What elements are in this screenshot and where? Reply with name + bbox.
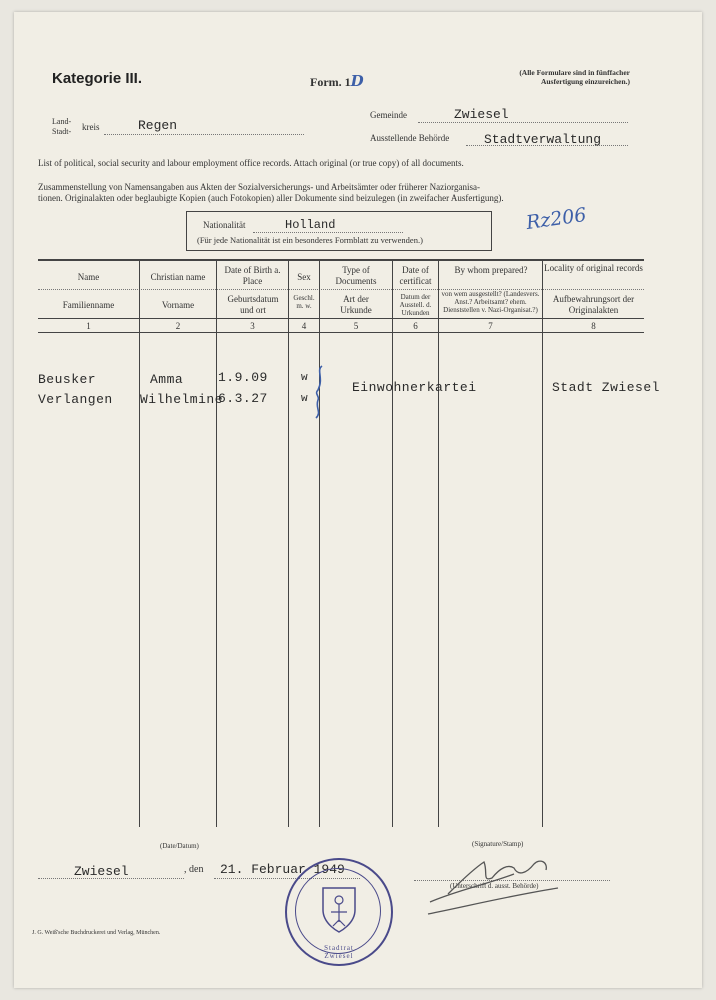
intro-german-line-2: tionen. Originalakten oder beglaubigte Kopien (auch Fotokopien) aller Dokumente sind beizulegen (in zweifacher Ausfertigung).: [38, 193, 504, 203]
col2-en: Christian name: [150, 272, 206, 282]
land-stadt-label: [52, 117, 71, 137]
place-value: Zwiesel: [74, 864, 129, 879]
kreis-value: Regen: [138, 118, 178, 133]
col1-de: Familienname: [62, 300, 115, 310]
row2-sex: w: [301, 393, 309, 405]
kreis-label: kreis: [82, 122, 100, 132]
nationality-value: Holland: [285, 218, 336, 232]
submission-note: [454, 68, 630, 86]
col6-num: 6: [413, 321, 418, 331]
land-label: Land-: [52, 117, 72, 126]
doc-type: Einwohnerkartei: [352, 380, 477, 395]
col3-de: Geburtsdatum und ort: [227, 294, 279, 315]
col7-en: By whom prepared?: [454, 265, 528, 275]
form-label: Form. 1: [310, 75, 351, 89]
signature-caption: (Signature/Stamp): [472, 840, 524, 848]
col3-en: Date of Birth a. Place: [224, 265, 281, 286]
row2-name: Verlangen: [38, 392, 113, 407]
kreis-line: [104, 134, 304, 135]
behoerde-label: Ausstellende Behörde: [370, 133, 450, 143]
form-sheet: [14, 12, 702, 988]
den-label: , den: [184, 864, 204, 875]
col1-en: Name: [77, 272, 100, 282]
col-divider-2: [216, 259, 217, 827]
col1-num: 1: [86, 321, 91, 331]
col5-de: Art der Urkunde: [340, 294, 372, 315]
row1-vorname: Amma: [150, 372, 184, 387]
col-divider-4: [319, 259, 320, 827]
col3-num: 3: [250, 321, 255, 331]
intro-german: [38, 182, 678, 204]
col2-de: Vorname: [161, 300, 195, 310]
blue-brace-mark: [312, 364, 328, 420]
table-body-rule: [38, 332, 644, 333]
coat-of-arms-icon: [321, 886, 357, 934]
gemeinde-label: Gemeinde: [370, 110, 407, 120]
behoerde-value: Stadtverwaltung: [484, 132, 602, 147]
signature-caption-2: (Unterschrift d. ausst. Behörde): [450, 882, 539, 890]
official-stamp: [285, 858, 393, 966]
row1-sex: w: [301, 372, 309, 384]
table-number-rule: [38, 318, 644, 319]
signature-scribble: [418, 844, 568, 916]
stamp-text: Stadtrat Zwiesel: [324, 944, 354, 960]
intro-german-line-1: Zusammenstellung von Namensangaben aus Akten der Sozialversicherungs- und Arbeitsämter oder früherer Naziorganisa-: [38, 182, 480, 192]
col4-en: Sex: [297, 272, 311, 282]
col5-num: 5: [353, 321, 359, 331]
nationality-note: (Für jede Nationalität ist ein besonderes Formblatt zu verwenden.): [197, 235, 423, 245]
row1-name: Beusker: [38, 372, 97, 387]
col4-de: Geschl. m. w.: [293, 294, 315, 310]
printer-line: J. G. Weiß'sche Buchdruckerei und Verlag, München.: [32, 930, 161, 936]
nationality-box: [186, 211, 492, 251]
col7-num: 7: [488, 321, 493, 331]
nationality-label: Nationalität: [203, 220, 246, 230]
kategorie-title: Kategorie III.: [52, 70, 143, 87]
col8-en: Locality of original records: [544, 263, 643, 273]
nationality-line: [253, 232, 403, 233]
col-divider-5: [392, 259, 393, 827]
table-top-rule: [38, 259, 644, 261]
col-divider-3: [288, 259, 289, 827]
col6-de: Datum der Ausstell. d. Urkunden: [399, 293, 432, 317]
row1-geburt: 1.9.09: [218, 370, 268, 385]
col4-num: 4: [301, 321, 307, 331]
row2-geburt: 6.3.27: [218, 391, 268, 406]
form-number: [310, 72, 364, 90]
gemeinde-line: [418, 122, 628, 123]
locality: Stadt Zwiesel: [552, 380, 660, 395]
gemeinde-value: Zwiesel: [454, 107, 509, 122]
note-line-1: (Alle Formulare sind in fünffacher: [519, 68, 630, 77]
col-divider-1: [139, 259, 140, 827]
row2-vorname: Wilhelmine: [140, 392, 224, 407]
date-value: 21. Februar 1949: [220, 862, 345, 877]
stadt-label: Stadt-: [52, 127, 72, 136]
col7-de: von wem ausgestellt? (Landesvers. Anst.? Arbeitsamt? ehem. Dienststellen v. Nazi-Organisat.?): [441, 290, 540, 314]
date-caption: (Date/Datum): [160, 842, 199, 850]
handwritten-reference: Rz206: [524, 203, 588, 235]
header-divider: [38, 289, 644, 290]
col-divider-7: [542, 259, 543, 827]
intro-english: List of political, social security and labour employment office records. Attach original (or true copy) of all documents.: [38, 158, 464, 168]
col8-de: Aufbewahrungsort der Originalakten: [552, 294, 635, 315]
col6-en: Date of certificat: [399, 265, 432, 286]
col2-num: 2: [175, 321, 181, 331]
col8-num: 8: [591, 321, 596, 331]
note-line-2: Ausfertigung einzureichen.): [540, 77, 630, 86]
col-divider-6: [438, 259, 439, 827]
col5-en: Type of Documents: [335, 265, 377, 286]
form-suffix: D: [350, 72, 364, 90]
